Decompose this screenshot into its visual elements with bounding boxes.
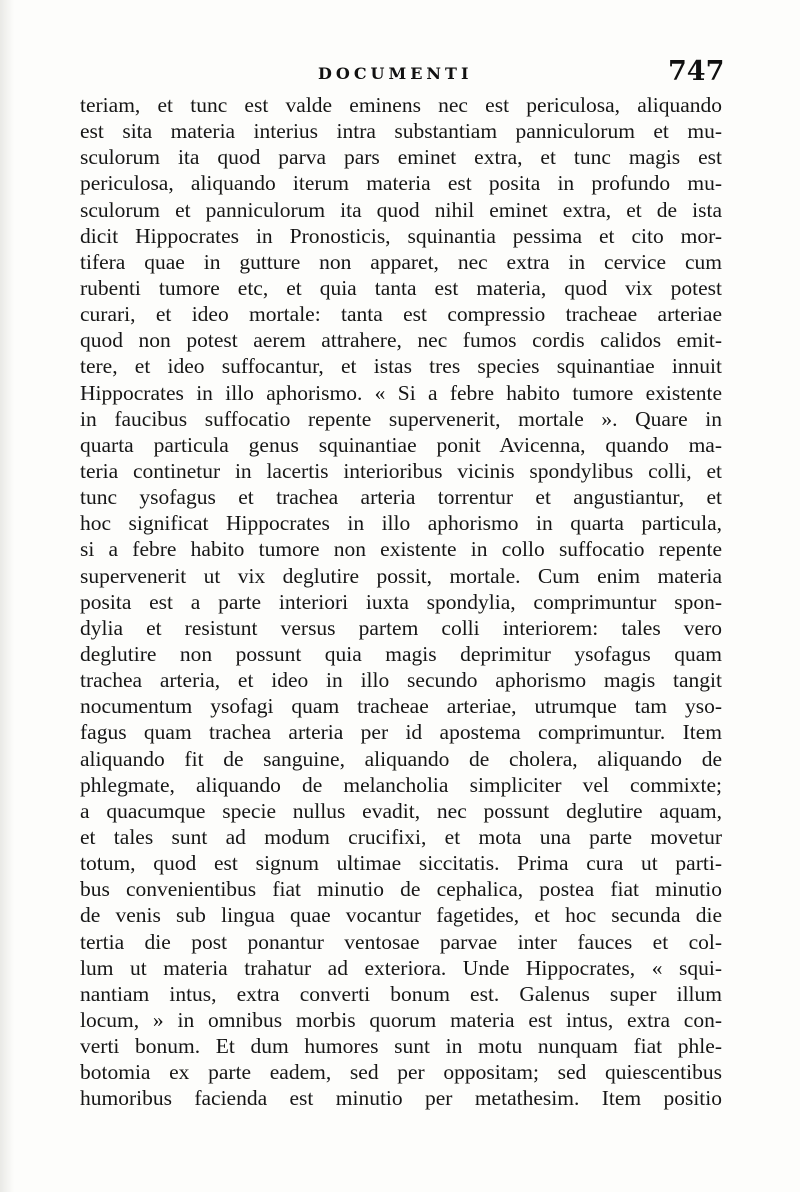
text-line: lum ut materia trahatur ad exteriora. Unde Hippocrates, « squi- (80, 955, 722, 980)
text-line: a quacumque specie nullus evadit, nec possunt deglutire aquam, (80, 798, 722, 823)
text-line: rubenti tumore etc, et quia tanta est materia, quod vix potest (80, 275, 722, 300)
text-line: in faucibus suffocatio repente supervenerit, mortale ». Quare in (80, 406, 722, 431)
text-line: quod non potest aerem attrahere, nec fumos cordis calidos emit- (80, 328, 722, 353)
text-line: humoribus facienda est minutio per metathesim. Item positio (80, 1086, 722, 1111)
text-line: bus convenientibus fiat minutio de cephalica, postea fiat minutio (80, 877, 722, 902)
text-line: fagus quam trachea arteria per id apostema comprimuntur. Item (80, 720, 722, 745)
text-line: nocumentum ysofagi quam tracheae arteriae, utrumque tam yso- (80, 694, 722, 719)
text-line: verti bonum. Et dum humores sunt in motu nunquam fiat phle- (80, 1034, 722, 1059)
page-header (0, 56, 800, 90)
text-line: tertia die post ponantur ventosae parvae inter fauces et col- (80, 929, 722, 954)
text-line: dicit Hippocrates in Pronosticis, squinantia pessima et cito mor- (80, 223, 722, 248)
text-line: est sita materia interius intra substantiam panniculorum et mu- (80, 119, 722, 144)
text-line: trachea arteria, et ideo in illo secundo aphorismo magis tangit (80, 668, 722, 693)
text-line: periculosa, aliquando iterum materia est posita in profundo mu- (80, 171, 722, 196)
text-line: nantiam intus, extra converti bonum est. Galenus super illum (80, 981, 722, 1006)
text-line: tere, et ideo suffocantur, et istas tres species squinantiae innuit (80, 354, 722, 379)
text-line: dylia et resistunt versus partem colli interiorem: tales vero (80, 615, 722, 640)
text-line: supervenerit ut vix deglutire possit, mortale. Cum enim materia (80, 563, 722, 588)
text-line: botomia ex parte eadem, sed per oppositam; sed quiescentibus (80, 1060, 722, 1085)
text-line: et tales sunt ad modum crucifixi, et mota una parte movetur (80, 824, 722, 849)
page-number: 747 (668, 56, 725, 87)
text-line: quarta particula genus squinantiae ponit Avicenna, quando ma- (80, 432, 722, 457)
text-line: phlegmate, aliquando de melancholia simpliciter vel commixte; (80, 772, 722, 797)
text-line: si a febre habito tumore non existente in collo suffocatio repente (80, 537, 722, 562)
text-line: locum, » in omnibus morbis quorum materia est intus, extra con- (80, 1007, 722, 1032)
text-line: sculorum et panniculorum ita quod nihil eminet extra, et de ista (80, 197, 722, 222)
body-text (80, 92, 722, 1111)
text-line: tunc ysofagus et trachea arteria torrentur et angustiantur, et (80, 485, 722, 510)
text-line: curari, et ideo mortale: tanta est compressio tracheae arteriae (80, 302, 722, 327)
text-line: totum, quod est signum ultimae siccitatis. Prima cura ut parti- (80, 851, 722, 876)
running-head: DOCUMENTI (318, 64, 473, 83)
text-line: aliquando fit de sanguine, aliquando de cholera, aliquando de (80, 746, 722, 771)
text-line: Hippocrates in illo aphorismo. « Si a febre habito tumore existente (80, 380, 722, 405)
text-line: teria continetur in lacertis interioribus vicinis spondylibus colli, et (80, 458, 722, 483)
text-line: teriam, et tunc est valde eminens nec est periculosa, aliquando (80, 93, 722, 117)
text-line: hoc significat Hippocrates in illo aphorismo in quarta particula, (80, 511, 722, 536)
text-line: sculorum ita quod parva pars eminet extra, et tunc magis est (80, 145, 722, 170)
text-line: deglutire non possunt quia magis deprimitur ysofagus quam (80, 641, 722, 666)
text-line: tifera quae in gutture non apparet, nec extra in cervice cum (80, 249, 722, 274)
text-line: de venis sub lingua quae vocantur fagetides, et hoc secunda die (80, 903, 722, 928)
text-line: posita est a parte interiori iuxta spondylia, comprimuntur spon- (80, 589, 722, 614)
